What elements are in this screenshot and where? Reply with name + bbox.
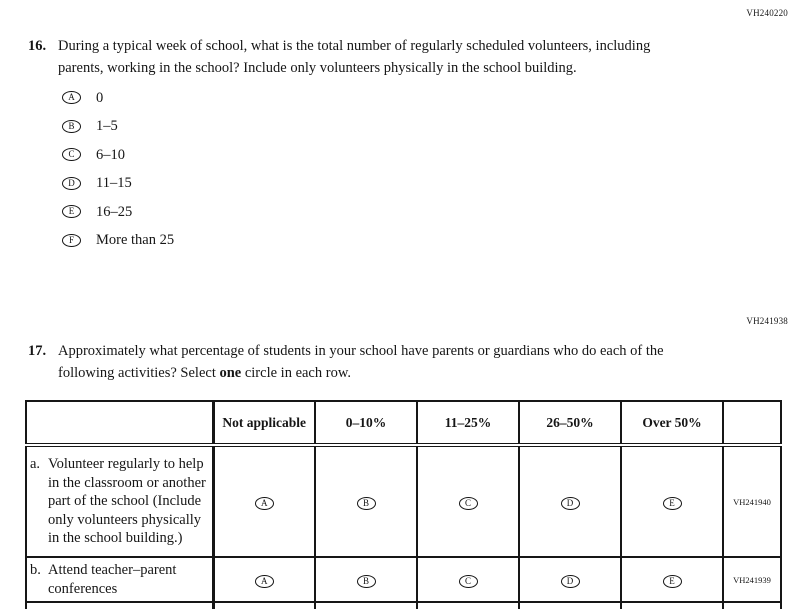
option-label: 0 [96,89,104,106]
question-16 [28,36,700,262]
column-header-26-50: 26–50% [519,401,621,445]
row-prefix: b. [30,562,41,578]
option-label: 16–25 [96,203,133,220]
answer-bubble[interactable]: C [459,575,478,588]
column-header-0-10: 0–10% [315,401,417,445]
table-row-cutoff [26,602,781,609]
table-cell [519,445,621,557]
table-cell [621,445,723,557]
column-header-activity [26,401,213,445]
table-cell [213,445,315,557]
table-cell [417,602,519,609]
form-code-top: VH240220 [746,8,788,18]
answer-bubble[interactable]: D [561,497,580,510]
answer-bubble[interactable]: D [561,575,580,588]
question-17-text-before: Approximately what percentage of students in your school have parents or guardians who do each of the following activities? Select [58,343,664,381]
row-code: VH241939 [723,557,781,602]
table-cell [621,602,723,609]
table-cell [621,557,723,602]
answer-bubble-c[interactable]: C [62,148,81,161]
answer-bubble[interactable]: E [663,575,682,588]
answer-option-f [62,234,700,247]
table-cell [519,557,621,602]
table-cell [417,445,519,557]
column-header-over-50: Over 50% [621,401,723,445]
table-cell [315,602,417,609]
question-17 [28,341,700,384]
answer-bubble-a[interactable]: A [62,91,81,104]
table-cell [315,445,417,557]
answer-option-b [62,120,700,133]
answer-bubble[interactable]: E [663,497,682,510]
question-17-text-after: circle in each row. [241,364,351,381]
answer-option-c [62,148,700,161]
answer-bubble-b[interactable]: B [62,120,81,133]
option-label: 11–15 [96,175,132,191]
answer-bubble-d[interactable]: D [62,177,81,190]
column-header-11-25: 11–25% [417,401,519,445]
table-cell [417,557,519,602]
answer-bubble[interactable]: A [255,575,274,588]
table-cell [315,557,417,602]
question-16-text: During a typical week of school, what is the total number of regularly scheduled volunteers, including parents, working in the school? Include only volunteers physically in the school building. [58,38,651,76]
answer-bubble-f[interactable]: F [62,234,81,247]
option-label: More than 25 [96,232,175,248]
row-label-text: Attend teacher–parent conferences [48,562,177,597]
answer-option-e [62,205,700,218]
q17-response-table [25,400,782,609]
table-cell [213,557,315,602]
table-cell [26,602,213,609]
answer-option-a [62,91,700,104]
row-label [26,445,213,557]
answer-bubble[interactable]: B [357,575,376,588]
answer-bubble[interactable]: C [459,497,478,510]
column-header-not-applicable: Not applicable [213,401,315,445]
option-label: 6–10 [96,146,125,163]
table-cell [519,602,621,609]
answer-bubble[interactable]: A [255,497,274,510]
answer-option-d [62,177,700,190]
row-label [26,557,213,602]
question-16-number: 16. [28,38,47,54]
question-16-options [62,91,700,247]
question-17-text-bold: one [219,364,242,381]
form-code-section: VH241938 [746,316,788,326]
table-row-a [26,445,781,557]
column-header-code [723,401,781,445]
option-label: 1–5 [96,118,118,134]
table-cell [723,602,781,609]
question-17-number: 17. [28,343,47,359]
table-row-b [26,557,781,602]
table-header-row [26,401,781,445]
row-prefix: a. [30,456,41,473]
answer-bubble-e[interactable]: E [62,205,81,218]
row-code: VH241940 [723,445,781,557]
row-label-text: Volunteer regularly to help in the classroom or another part of the school (Include only volunteers physically in the school building.) [48,456,206,547]
question-17-text [58,341,698,384]
answer-bubble[interactable]: B [357,497,376,510]
table-cell [213,602,315,609]
